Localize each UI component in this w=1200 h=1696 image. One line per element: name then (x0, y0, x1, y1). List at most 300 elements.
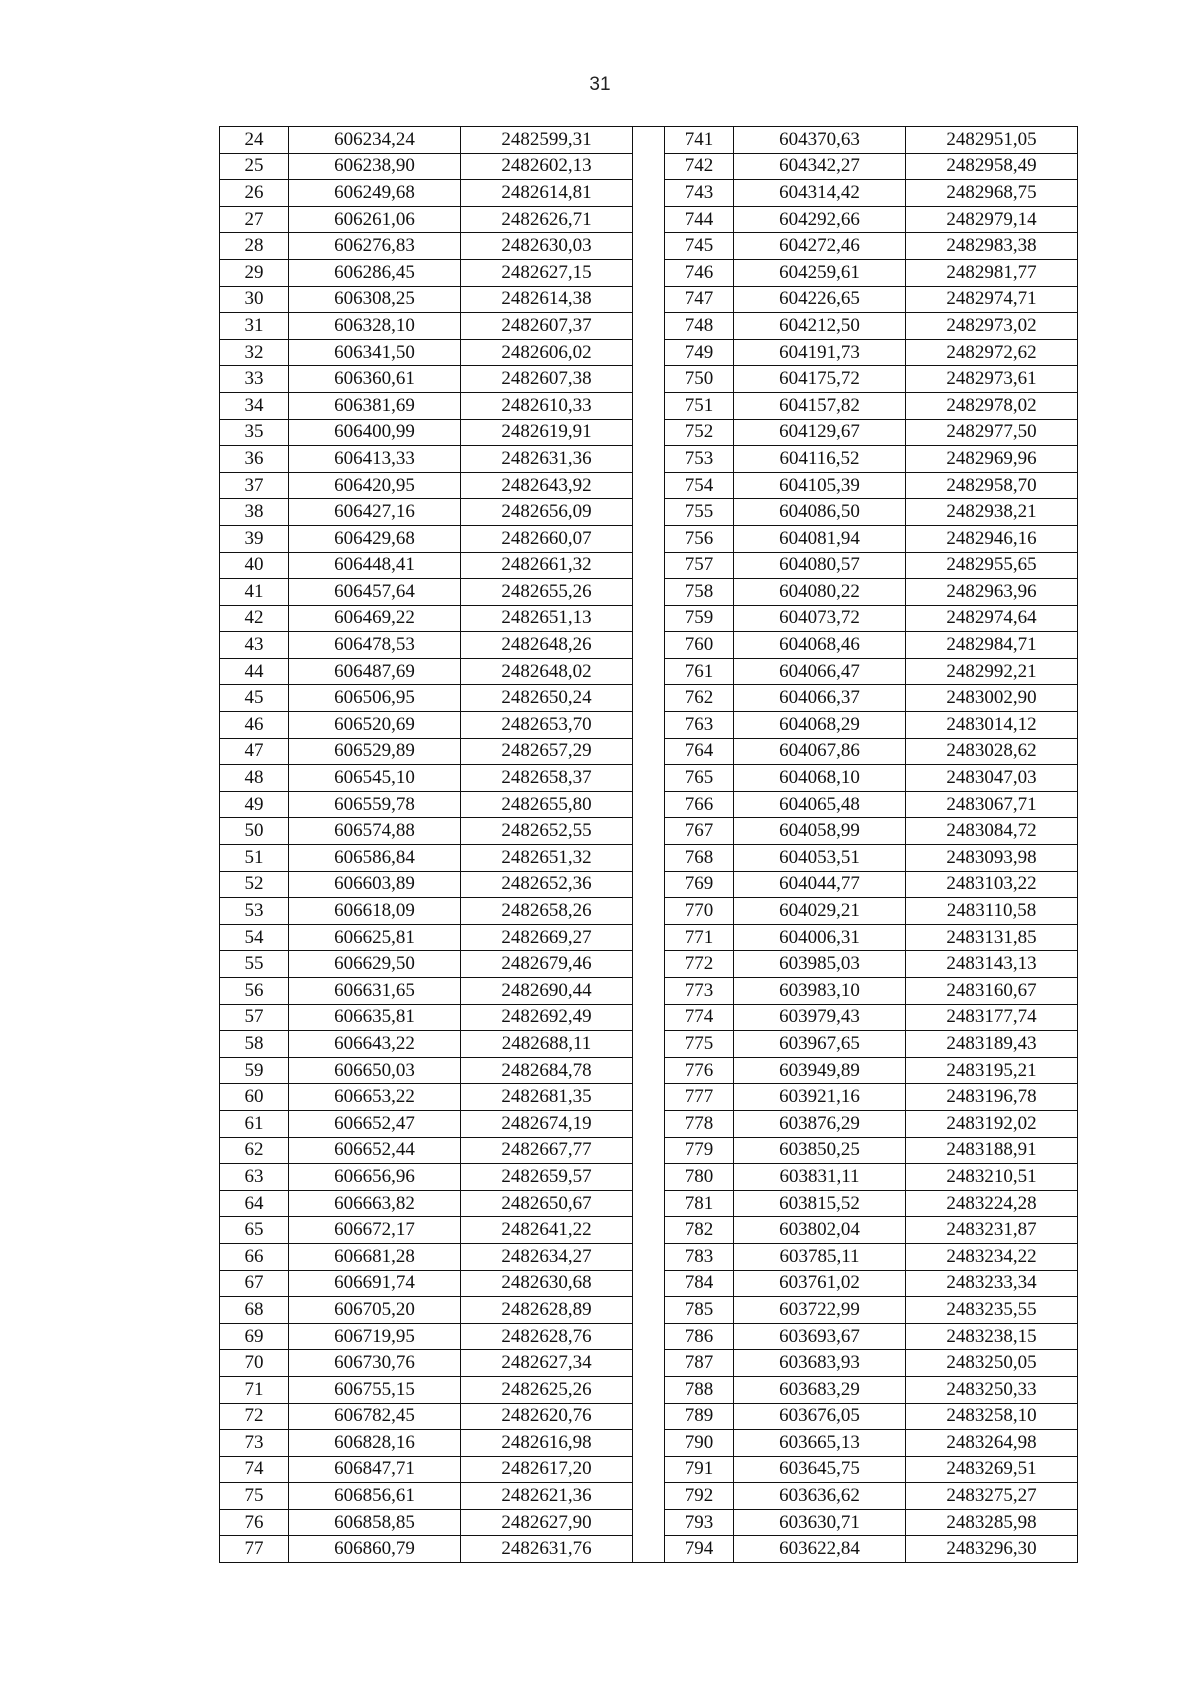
column-gap (633, 1509, 665, 1536)
right-point-number-cell: 757 (665, 552, 734, 579)
right-point-number-cell: 780 (665, 1164, 734, 1191)
column-gap (633, 1243, 665, 1270)
left-y-coordinate-cell: 2482648,02 (461, 658, 633, 685)
right-x-coordinate-cell: 604073,72 (734, 605, 906, 632)
right-y-coordinate-cell: 2483233,34 (906, 1270, 1078, 1297)
left-y-coordinate-cell: 2482667,77 (461, 1137, 633, 1164)
left-point-number-cell: 73 (220, 1430, 289, 1457)
column-gap (633, 1323, 665, 1350)
right-y-coordinate-cell: 2483192,02 (906, 1110, 1078, 1137)
column-gap (633, 1217, 665, 1244)
right-y-coordinate-cell: 2483235,55 (906, 1297, 1078, 1324)
left-y-coordinate-cell: 2482616,98 (461, 1430, 633, 1457)
right-x-coordinate-cell: 604212,50 (734, 313, 906, 340)
column-gap (633, 499, 665, 526)
left-x-coordinate-cell: 606429,68 (289, 525, 461, 552)
right-y-coordinate-cell: 2482981,77 (906, 259, 1078, 286)
right-x-coordinate-cell: 603630,71 (734, 1509, 906, 1536)
right-y-coordinate-cell: 2482983,38 (906, 233, 1078, 260)
table-row (220, 1456, 1078, 1483)
table-row (220, 1323, 1078, 1350)
column-gap (633, 206, 665, 233)
table-row (220, 658, 1078, 685)
right-x-coordinate-cell: 604044,77 (734, 871, 906, 898)
right-x-coordinate-cell: 604129,67 (734, 419, 906, 446)
coordinates-table (219, 126, 1078, 1563)
coordinates-table-body (220, 127, 1078, 1563)
left-x-coordinate-cell: 606506,95 (289, 685, 461, 712)
left-y-coordinate-cell: 2482631,76 (461, 1536, 633, 1563)
right-x-coordinate-cell: 604342,27 (734, 153, 906, 180)
left-point-number-cell: 61 (220, 1110, 289, 1137)
left-y-coordinate-cell: 2482627,15 (461, 259, 633, 286)
right-point-number-cell: 790 (665, 1430, 734, 1457)
right-x-coordinate-cell: 604116,52 (734, 446, 906, 473)
left-x-coordinate-cell: 606629,50 (289, 951, 461, 978)
left-x-coordinate-cell: 606672,17 (289, 1217, 461, 1244)
left-point-number-cell: 30 (220, 286, 289, 313)
left-y-coordinate-cell: 2482690,44 (461, 978, 633, 1005)
left-point-number-cell: 77 (220, 1536, 289, 1563)
right-x-coordinate-cell: 604314,42 (734, 180, 906, 207)
right-y-coordinate-cell: 2483014,12 (906, 712, 1078, 739)
left-point-number-cell: 50 (220, 818, 289, 845)
left-x-coordinate-cell: 606574,88 (289, 818, 461, 845)
page-number: 31 (589, 74, 611, 95)
left-point-number-cell: 56 (220, 978, 289, 1005)
left-y-coordinate-cell: 2482643,92 (461, 472, 633, 499)
table-row (220, 1004, 1078, 1031)
right-point-number-cell: 743 (665, 180, 734, 207)
right-x-coordinate-cell: 604066,47 (734, 658, 906, 685)
right-point-number-cell: 767 (665, 818, 734, 845)
right-point-number-cell: 754 (665, 472, 734, 499)
right-point-number-cell: 761 (665, 658, 734, 685)
right-x-coordinate-cell: 604080,22 (734, 579, 906, 606)
column-gap (633, 1164, 665, 1191)
left-point-number-cell: 25 (220, 153, 289, 180)
right-y-coordinate-cell: 2483131,85 (906, 924, 1078, 951)
left-point-number-cell: 55 (220, 951, 289, 978)
right-x-coordinate-cell: 603636,62 (734, 1483, 906, 1510)
left-point-number-cell: 69 (220, 1323, 289, 1350)
left-y-coordinate-cell: 2482614,81 (461, 180, 633, 207)
table-row (220, 1031, 1078, 1058)
left-x-coordinate-cell: 606603,89 (289, 871, 461, 898)
left-x-coordinate-cell: 606650,03 (289, 1057, 461, 1084)
left-x-coordinate-cell: 606328,10 (289, 313, 461, 340)
right-point-number-cell: 782 (665, 1217, 734, 1244)
right-x-coordinate-cell: 604080,57 (734, 552, 906, 579)
left-x-coordinate-cell: 606261,06 (289, 206, 461, 233)
right-y-coordinate-cell: 2482992,21 (906, 658, 1078, 685)
left-point-number-cell: 27 (220, 206, 289, 233)
right-x-coordinate-cell: 603645,75 (734, 1456, 906, 1483)
left-x-coordinate-cell: 606858,85 (289, 1509, 461, 1536)
column-gap (633, 632, 665, 659)
right-x-coordinate-cell: 603761,02 (734, 1270, 906, 1297)
left-x-coordinate-cell: 606529,89 (289, 738, 461, 765)
right-point-number-cell: 768 (665, 845, 734, 872)
left-y-coordinate-cell: 2482681,35 (461, 1084, 633, 1111)
right-y-coordinate-cell: 2483160,67 (906, 978, 1078, 1005)
right-point-number-cell: 755 (665, 499, 734, 526)
right-y-coordinate-cell: 2482958,49 (906, 153, 1078, 180)
table-row (220, 1137, 1078, 1164)
column-gap (633, 605, 665, 632)
column-gap (633, 1031, 665, 1058)
right-y-coordinate-cell: 2482968,75 (906, 180, 1078, 207)
left-x-coordinate-cell: 606478,53 (289, 632, 461, 659)
column-gap (633, 127, 665, 154)
column-gap (633, 525, 665, 552)
column-gap (633, 1137, 665, 1164)
right-x-coordinate-cell: 604191,73 (734, 339, 906, 366)
right-point-number-cell: 758 (665, 579, 734, 606)
table-row (220, 871, 1078, 898)
left-point-number-cell: 34 (220, 392, 289, 419)
table-row (220, 1509, 1078, 1536)
left-point-number-cell: 32 (220, 339, 289, 366)
right-x-coordinate-cell: 604066,37 (734, 685, 906, 712)
right-y-coordinate-cell: 2483296,30 (906, 1536, 1078, 1563)
table-row (220, 1057, 1078, 1084)
left-x-coordinate-cell: 606782,45 (289, 1403, 461, 1430)
table-row (220, 525, 1078, 552)
right-point-number-cell: 770 (665, 898, 734, 925)
column-gap (633, 286, 665, 313)
right-y-coordinate-cell: 2483258,10 (906, 1403, 1078, 1430)
table-row (220, 1217, 1078, 1244)
right-y-coordinate-cell: 2483093,98 (906, 845, 1078, 872)
left-y-coordinate-cell: 2482627,34 (461, 1350, 633, 1377)
table-row (220, 1190, 1078, 1217)
right-x-coordinate-cell: 604081,94 (734, 525, 906, 552)
left-y-coordinate-cell: 2482620,76 (461, 1403, 633, 1430)
right-point-number-cell: 769 (665, 871, 734, 898)
column-gap (633, 552, 665, 579)
left-y-coordinate-cell: 2482625,26 (461, 1376, 633, 1403)
left-y-coordinate-cell: 2482628,89 (461, 1297, 633, 1324)
table-row (220, 845, 1078, 872)
right-y-coordinate-cell: 2483110,58 (906, 898, 1078, 925)
right-x-coordinate-cell: 603985,03 (734, 951, 906, 978)
left-point-number-cell: 28 (220, 233, 289, 260)
table-row (220, 446, 1078, 473)
right-point-number-cell: 789 (665, 1403, 734, 1430)
left-y-coordinate-cell: 2482651,32 (461, 845, 633, 872)
right-point-number-cell: 794 (665, 1536, 734, 1563)
column-gap (633, 818, 665, 845)
left-y-coordinate-cell: 2482626,71 (461, 206, 633, 233)
left-y-coordinate-cell: 2482692,49 (461, 1004, 633, 1031)
right-y-coordinate-cell: 2482969,96 (906, 446, 1078, 473)
table-row (220, 791, 1078, 818)
right-point-number-cell: 783 (665, 1243, 734, 1270)
right-y-coordinate-cell: 2483084,72 (906, 818, 1078, 845)
left-x-coordinate-cell: 606652,47 (289, 1110, 461, 1137)
column-gap (633, 1456, 665, 1483)
table-row (220, 180, 1078, 207)
right-point-number-cell: 778 (665, 1110, 734, 1137)
left-point-number-cell: 37 (220, 472, 289, 499)
left-y-coordinate-cell: 2482614,38 (461, 286, 633, 313)
left-y-coordinate-cell: 2482606,02 (461, 339, 633, 366)
right-point-number-cell: 787 (665, 1350, 734, 1377)
table-row (220, 1110, 1078, 1137)
left-point-number-cell: 72 (220, 1403, 289, 1430)
right-y-coordinate-cell: 2483250,05 (906, 1350, 1078, 1377)
right-point-number-cell: 762 (665, 685, 734, 712)
right-point-number-cell: 772 (665, 951, 734, 978)
right-x-coordinate-cell: 604292,66 (734, 206, 906, 233)
right-x-coordinate-cell: 603665,13 (734, 1430, 906, 1457)
table-row (220, 153, 1078, 180)
right-point-number-cell: 779 (665, 1137, 734, 1164)
right-y-coordinate-cell: 2483275,27 (906, 1483, 1078, 1510)
left-point-number-cell: 31 (220, 313, 289, 340)
right-y-coordinate-cell: 2482955,65 (906, 552, 1078, 579)
left-point-number-cell: 71 (220, 1376, 289, 1403)
left-y-coordinate-cell: 2482628,76 (461, 1323, 633, 1350)
left-point-number-cell: 43 (220, 632, 289, 659)
right-x-coordinate-cell: 604006,31 (734, 924, 906, 951)
table-row (220, 738, 1078, 765)
right-y-coordinate-cell: 2483210,51 (906, 1164, 1078, 1191)
table-row (220, 472, 1078, 499)
left-point-number-cell: 52 (220, 871, 289, 898)
right-x-coordinate-cell: 604157,82 (734, 392, 906, 419)
right-x-coordinate-cell: 604067,86 (734, 738, 906, 765)
column-gap (633, 233, 665, 260)
left-y-coordinate-cell: 2482660,07 (461, 525, 633, 552)
right-point-number-cell: 748 (665, 313, 734, 340)
right-point-number-cell: 776 (665, 1057, 734, 1084)
left-point-number-cell: 39 (220, 525, 289, 552)
left-y-coordinate-cell: 2482661,32 (461, 552, 633, 579)
right-x-coordinate-cell: 603676,05 (734, 1403, 906, 1430)
right-point-number-cell: 763 (665, 712, 734, 739)
left-point-number-cell: 75 (220, 1483, 289, 1510)
left-y-coordinate-cell: 2482651,13 (461, 605, 633, 632)
table-row (220, 499, 1078, 526)
table-row (220, 1536, 1078, 1563)
right-y-coordinate-cell: 2483269,51 (906, 1456, 1078, 1483)
right-x-coordinate-cell: 603622,84 (734, 1536, 906, 1563)
left-point-number-cell: 24 (220, 127, 289, 154)
right-x-coordinate-cell: 604086,50 (734, 499, 906, 526)
right-point-number-cell: 764 (665, 738, 734, 765)
table-row (220, 313, 1078, 340)
left-y-coordinate-cell: 2482607,37 (461, 313, 633, 340)
left-x-coordinate-cell: 606860,79 (289, 1536, 461, 1563)
right-x-coordinate-cell: 603850,25 (734, 1137, 906, 1164)
table-row (220, 392, 1078, 419)
column-gap (633, 898, 665, 925)
right-point-number-cell: 742 (665, 153, 734, 180)
left-y-coordinate-cell: 2482659,57 (461, 1164, 633, 1191)
column-gap (633, 153, 665, 180)
table-row (220, 233, 1078, 260)
table-row (220, 765, 1078, 792)
column-gap (633, 658, 665, 685)
right-x-coordinate-cell: 603949,89 (734, 1057, 906, 1084)
left-point-number-cell: 58 (220, 1031, 289, 1058)
right-x-coordinate-cell: 603983,10 (734, 978, 906, 1005)
left-y-coordinate-cell: 2482684,78 (461, 1057, 633, 1084)
left-x-coordinate-cell: 606341,50 (289, 339, 461, 366)
right-y-coordinate-cell: 2482951,05 (906, 127, 1078, 154)
right-x-coordinate-cell: 604226,65 (734, 286, 906, 313)
right-y-coordinate-cell: 2483067,71 (906, 791, 1078, 818)
right-x-coordinate-cell: 603815,52 (734, 1190, 906, 1217)
left-x-coordinate-cell: 606847,71 (289, 1456, 461, 1483)
right-point-number-cell: 792 (665, 1483, 734, 1510)
left-x-coordinate-cell: 606663,82 (289, 1190, 461, 1217)
left-x-coordinate-cell: 606238,90 (289, 153, 461, 180)
left-y-coordinate-cell: 2482688,11 (461, 1031, 633, 1058)
table-row (220, 924, 1078, 951)
right-point-number-cell: 747 (665, 286, 734, 313)
right-x-coordinate-cell: 604272,46 (734, 233, 906, 260)
column-gap (633, 924, 665, 951)
right-point-number-cell: 760 (665, 632, 734, 659)
right-y-coordinate-cell: 2483250,33 (906, 1376, 1078, 1403)
left-y-coordinate-cell: 2482641,22 (461, 1217, 633, 1244)
left-y-coordinate-cell: 2482652,55 (461, 818, 633, 845)
left-y-coordinate-cell: 2482674,19 (461, 1110, 633, 1137)
left-point-number-cell: 63 (220, 1164, 289, 1191)
left-point-number-cell: 54 (220, 924, 289, 951)
column-gap (633, 951, 665, 978)
left-point-number-cell: 68 (220, 1297, 289, 1324)
left-x-coordinate-cell: 606457,64 (289, 579, 461, 606)
left-y-coordinate-cell: 2482658,37 (461, 765, 633, 792)
column-gap (633, 419, 665, 446)
left-y-coordinate-cell: 2482656,09 (461, 499, 633, 526)
left-x-coordinate-cell: 606828,16 (289, 1430, 461, 1457)
left-y-coordinate-cell: 2482655,26 (461, 579, 633, 606)
left-x-coordinate-cell: 606427,16 (289, 499, 461, 526)
right-y-coordinate-cell: 2482938,21 (906, 499, 1078, 526)
table-row (220, 951, 1078, 978)
right-y-coordinate-cell: 2483224,28 (906, 1190, 1078, 1217)
right-x-coordinate-cell: 603921,16 (734, 1084, 906, 1111)
left-point-number-cell: 57 (220, 1004, 289, 1031)
right-y-coordinate-cell: 2483028,62 (906, 738, 1078, 765)
left-y-coordinate-cell: 2482652,36 (461, 871, 633, 898)
left-point-number-cell: 35 (220, 419, 289, 446)
table-row (220, 818, 1078, 845)
right-y-coordinate-cell: 2483103,22 (906, 871, 1078, 898)
left-y-coordinate-cell: 2482650,24 (461, 685, 633, 712)
column-gap (633, 1376, 665, 1403)
right-y-coordinate-cell: 2482978,02 (906, 392, 1078, 419)
left-x-coordinate-cell: 606381,69 (289, 392, 461, 419)
column-gap (633, 1350, 665, 1377)
column-gap (633, 871, 665, 898)
right-x-coordinate-cell: 604029,21 (734, 898, 906, 925)
right-y-coordinate-cell: 2482973,61 (906, 366, 1078, 393)
right-y-coordinate-cell: 2483231,87 (906, 1217, 1078, 1244)
right-point-number-cell: 756 (665, 525, 734, 552)
table-row (220, 1297, 1078, 1324)
left-y-coordinate-cell: 2482630,68 (461, 1270, 633, 1297)
right-x-coordinate-cell: 603802,04 (734, 1217, 906, 1244)
left-x-coordinate-cell: 606286,45 (289, 259, 461, 286)
right-y-coordinate-cell: 2482977,50 (906, 419, 1078, 446)
right-y-coordinate-cell: 2483195,21 (906, 1057, 1078, 1084)
left-point-number-cell: 76 (220, 1509, 289, 1536)
right-x-coordinate-cell: 604259,61 (734, 259, 906, 286)
right-x-coordinate-cell: 603967,65 (734, 1031, 906, 1058)
right-y-coordinate-cell: 2482984,71 (906, 632, 1078, 659)
table-row (220, 339, 1078, 366)
right-point-number-cell: 771 (665, 924, 734, 951)
right-x-coordinate-cell: 604068,46 (734, 632, 906, 659)
right-x-coordinate-cell: 603683,93 (734, 1350, 906, 1377)
table-row (220, 1483, 1078, 1510)
left-point-number-cell: 40 (220, 552, 289, 579)
left-point-number-cell: 53 (220, 898, 289, 925)
left-point-number-cell: 46 (220, 712, 289, 739)
left-x-coordinate-cell: 606520,69 (289, 712, 461, 739)
right-point-number-cell: 784 (665, 1270, 734, 1297)
left-x-coordinate-cell: 606635,81 (289, 1004, 461, 1031)
right-x-coordinate-cell: 604068,10 (734, 765, 906, 792)
left-point-number-cell: 26 (220, 180, 289, 207)
table-row (220, 366, 1078, 393)
left-x-coordinate-cell: 606276,83 (289, 233, 461, 260)
left-x-coordinate-cell: 606420,95 (289, 472, 461, 499)
left-x-coordinate-cell: 606730,76 (289, 1350, 461, 1377)
left-point-number-cell: 38 (220, 499, 289, 526)
right-y-coordinate-cell: 2483285,98 (906, 1509, 1078, 1536)
right-x-coordinate-cell: 604370,63 (734, 127, 906, 154)
right-point-number-cell: 774 (665, 1004, 734, 1031)
right-point-number-cell: 745 (665, 233, 734, 260)
right-point-number-cell: 766 (665, 791, 734, 818)
left-x-coordinate-cell: 606360,61 (289, 366, 461, 393)
right-y-coordinate-cell: 2483234,22 (906, 1243, 1078, 1270)
column-gap (633, 366, 665, 393)
left-y-coordinate-cell: 2482653,70 (461, 712, 633, 739)
left-y-coordinate-cell: 2482631,36 (461, 446, 633, 473)
left-y-coordinate-cell: 2482650,67 (461, 1190, 633, 1217)
left-point-number-cell: 41 (220, 579, 289, 606)
right-point-number-cell: 746 (665, 259, 734, 286)
left-y-coordinate-cell: 2482655,80 (461, 791, 633, 818)
table-row (220, 127, 1078, 154)
right-point-number-cell: 751 (665, 392, 734, 419)
left-x-coordinate-cell: 606234,24 (289, 127, 461, 154)
table-row (220, 605, 1078, 632)
right-x-coordinate-cell: 604068,29 (734, 712, 906, 739)
left-y-coordinate-cell: 2482599,31 (461, 127, 633, 154)
right-point-number-cell: 753 (665, 446, 734, 473)
right-x-coordinate-cell: 603876,29 (734, 1110, 906, 1137)
right-y-coordinate-cell: 2483196,78 (906, 1084, 1078, 1111)
right-point-number-cell: 786 (665, 1323, 734, 1350)
left-point-number-cell: 47 (220, 738, 289, 765)
left-point-number-cell: 51 (220, 845, 289, 872)
right-y-coordinate-cell: 2482946,16 (906, 525, 1078, 552)
right-x-coordinate-cell: 604105,39 (734, 472, 906, 499)
table-row (220, 632, 1078, 659)
column-gap (633, 313, 665, 340)
table-row (220, 1084, 1078, 1111)
left-y-coordinate-cell: 2482607,38 (461, 366, 633, 393)
